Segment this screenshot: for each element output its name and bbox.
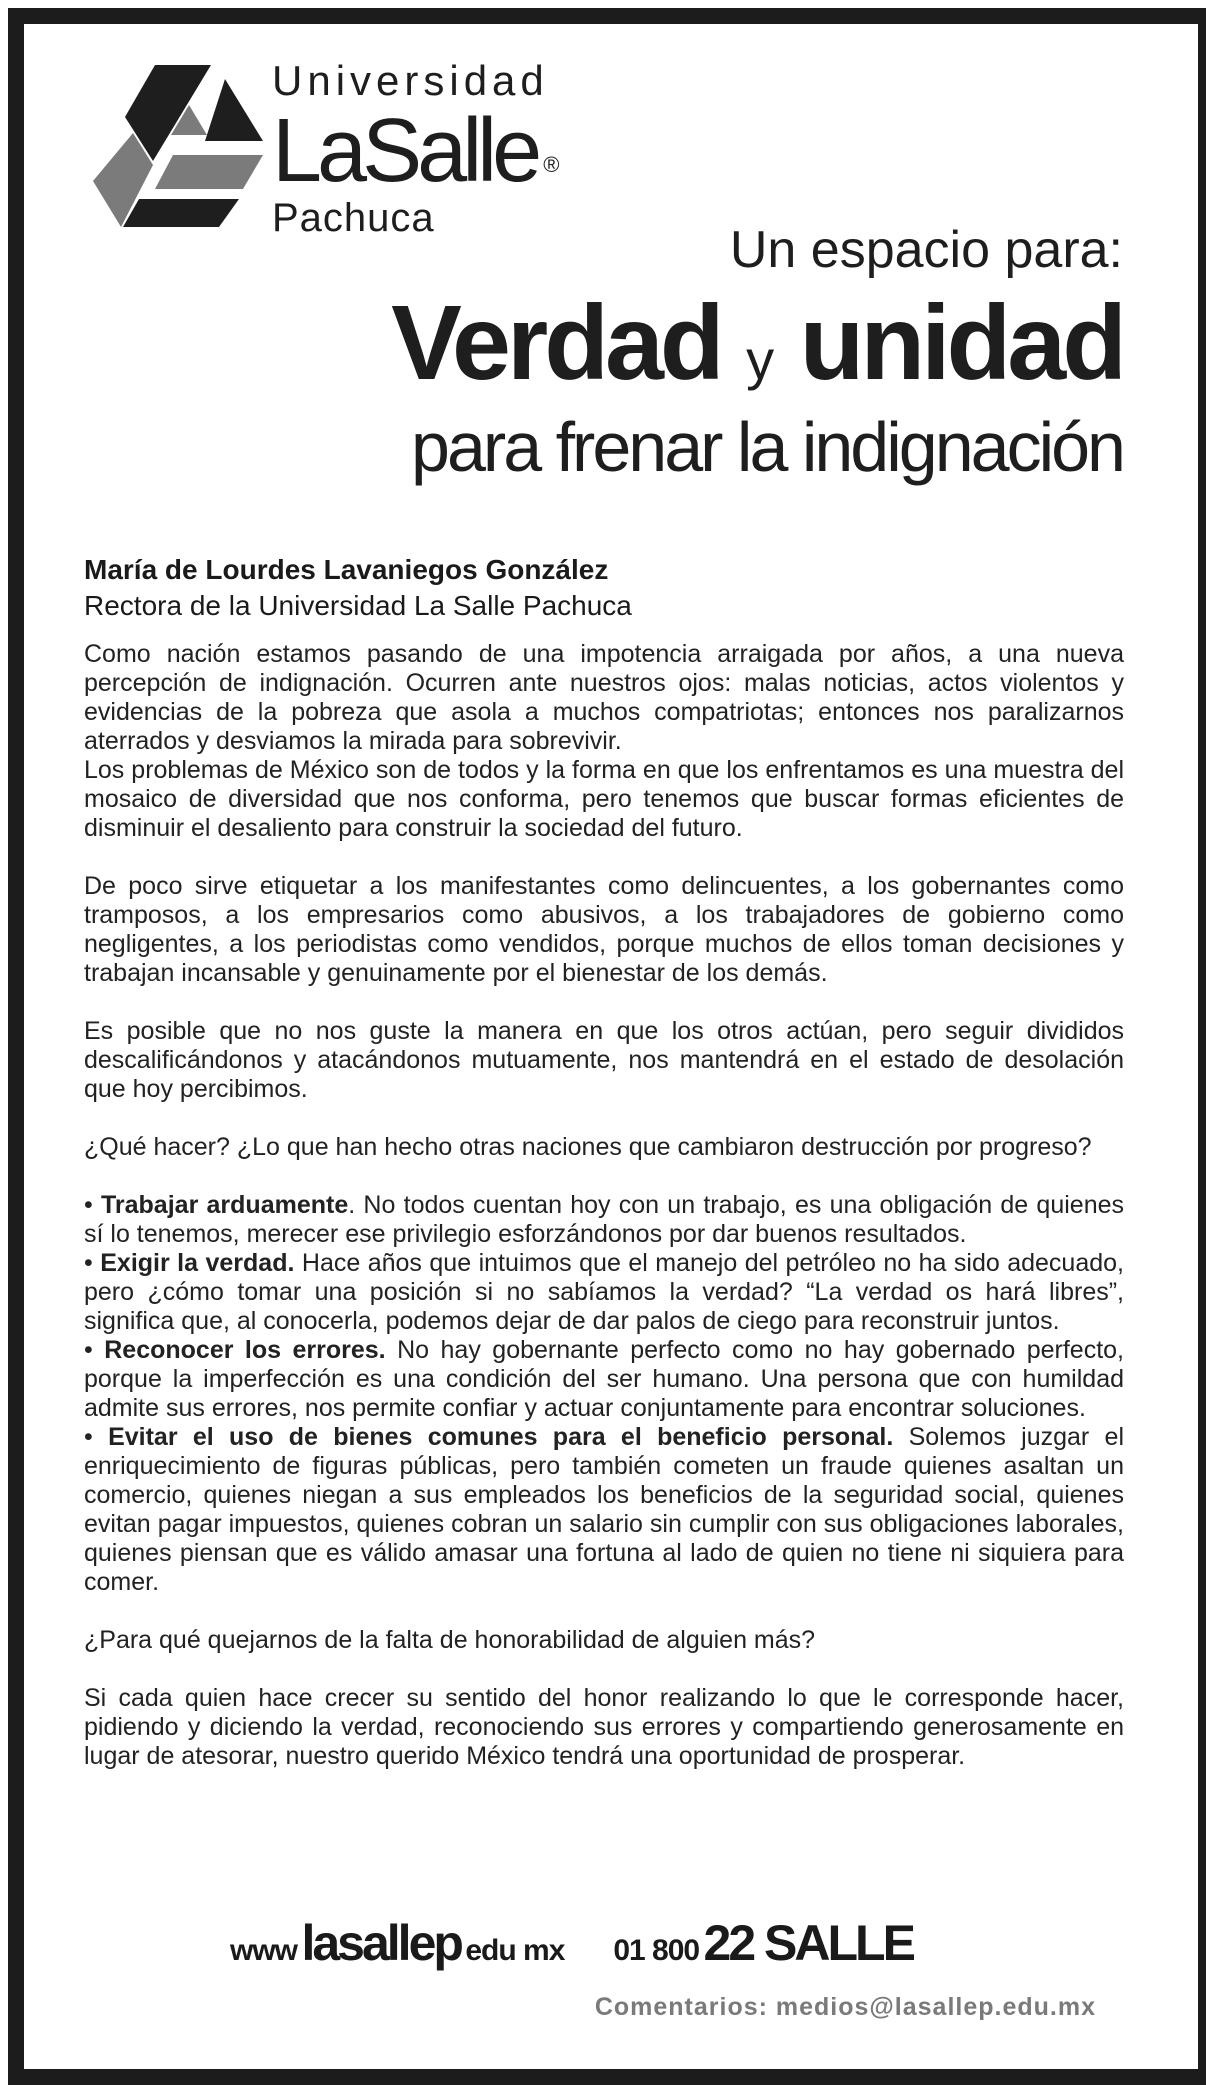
bullet-marker: • — [84, 1336, 93, 1364]
brand-campus-text: Pachuca — [272, 196, 435, 240]
bullet-title: Reconocer los errores. — [104, 1336, 386, 1364]
footer-phone-prefix: 01 800 — [613, 1934, 700, 1967]
title-connector: y — [746, 328, 775, 391]
bullet-text: Solemos juzgar el enriquecimiento de figuras públicas, pero también cometen un fraude quienes asaltan un comercio, quienes niegan a sus empleados los beneficios de la seguridad social, quienes evitan pagar impuestos, quienes cobran un salario sin cumplir con sus obligaciones laborales, quienes piensan que es válido amasar una fortuna al lado de quien no tiene ni siquiera para comer. — [84, 1423, 1124, 1596]
brand-top-text: Universidad — [272, 57, 549, 104]
headline-kicker: Un espacio para: — [729, 221, 1123, 279]
registered-mark: ® — [543, 152, 560, 177]
bullet-marker: • — [84, 1191, 93, 1219]
brand-wordmark — [272, 57, 560, 240]
comments-email: Comentarios: medios@lasallep.edu.mx — [594, 1993, 1096, 2021]
article-body — [84, 640, 1124, 1771]
bullet-marker: • — [84, 1423, 93, 1451]
paragraph: Si cada quien hace crecer su sentido del honor realizando lo que le corresponde hacer, pidiendo y diciendo la verdad, reconociendo sus errores y compartiendo generosamente en lugar de atesorar, nuestro querido México tendrá una oportunidad de prosperar. — [84, 1684, 1124, 1770]
bullet-item — [84, 1191, 1124, 1249]
bullet-item — [84, 1423, 1124, 1597]
footer-phone-main: 22 SALLE — [703, 1915, 913, 1971]
author-name: María de Lourdes Lavaniegos González — [84, 554, 609, 585]
footer-tld: edu mx — [465, 1934, 565, 1967]
headline-title — [391, 284, 1123, 402]
brand-main-text — [272, 101, 560, 201]
byline — [84, 552, 1124, 624]
bullet-title: Exigir la verdad. — [100, 1249, 295, 1277]
paragraph: Es posible que no nos guste la manera en que los otros actúan, pero seguir divididos descalificándonos y atacándonos mutuamente, nos mantendrá en el estado de desolación que hoy percibimos. — [84, 1017, 1124, 1103]
title-part-b: unidad — [799, 284, 1123, 402]
headline-subtitle: para frenar la indignación — [411, 408, 1123, 486]
bullet-item — [84, 1336, 1124, 1423]
bullet-title: Evitar el uso de bienes comunes para el beneficio personal. — [108, 1423, 894, 1451]
paragraph: Los problemas de México son de todos y la forma en que los enfrentamos es una muestra del mosaico de diversidad que nos conforma, pero tenemos que buscar formas eficientes de disminuir el desaliento para construir la sociedad del futuro. — [84, 756, 1124, 842]
footer-domain: lasallep — [301, 1915, 461, 1971]
bullet-text: Hace años que intuimos que el manejo del petróleo no ha sido adecuado, pero ¿cómo tomar una posición si no sabíamos la verdad? “La verdad os hará libres”, significa que, al conocerla, podemos dejar de dar palos de ciego para reconstruir juntos. — [84, 1249, 1124, 1335]
la-salle-logo-icon — [93, 65, 263, 227]
paragraph: ¿Para qué quejarnos de la falta de honorabilidad de alguien más? — [84, 1626, 816, 1654]
bullet-title: Trabajar arduamente — [101, 1191, 349, 1219]
bullet-text: No hay gobernante perfecto como no hay gobernado perfecto, porque la imperfección es una condición del ser humano. Una persona que con humildad admite sus errores, nos permite confiar y actuar conjuntamente para encontrar soluciones. — [84, 1336, 1124, 1422]
paragraph: ¿Qué hacer? ¿Lo que han hecho otras naciones que cambiaron destrucción por progreso? — [84, 1133, 1092, 1161]
title-part-a: Verdad — [391, 284, 721, 402]
paragraph: Como nación estamos pasando de una impotencia arraigada por años, a una nueva percepción de indignación. Ocurren ante nuestros ojos: malas noticias, actos violentos y evidencias de la pobreza que asola a muchos compatriotas; entonces nos paralizarnos aterrados y desviamos la mirada para sobrevivir. — [84, 640, 1124, 755]
bullet-item — [84, 1249, 1124, 1336]
bullet-marker: • — [84, 1249, 93, 1277]
bullet-text: . No todos cuentan hoy con un trabajo, es una obligación de quienes sí lo tenemos, merecer ese privilegio esforzándonos por dar buenos resultados. — [84, 1191, 1124, 1248]
brand-name: LaSalle — [272, 101, 538, 201]
author-role: Rectora de la Universidad La Salle Pachuca — [84, 590, 632, 621]
footer-www: www — [230, 1934, 298, 1967]
paragraph: De poco sirve etiquetar a los manifestantes como delincuentes, a los gobernantes como tramposos, a los empresarios como abusivos, a los trabajadores de gobierno como negligentes, a los periodistas como vendidos, porque muchos de ellos toman decisiones y trabajan incansable y genuinamente por el bienestar de los demás. — [84, 872, 1124, 987]
footer-contact — [230, 1914, 990, 1972]
